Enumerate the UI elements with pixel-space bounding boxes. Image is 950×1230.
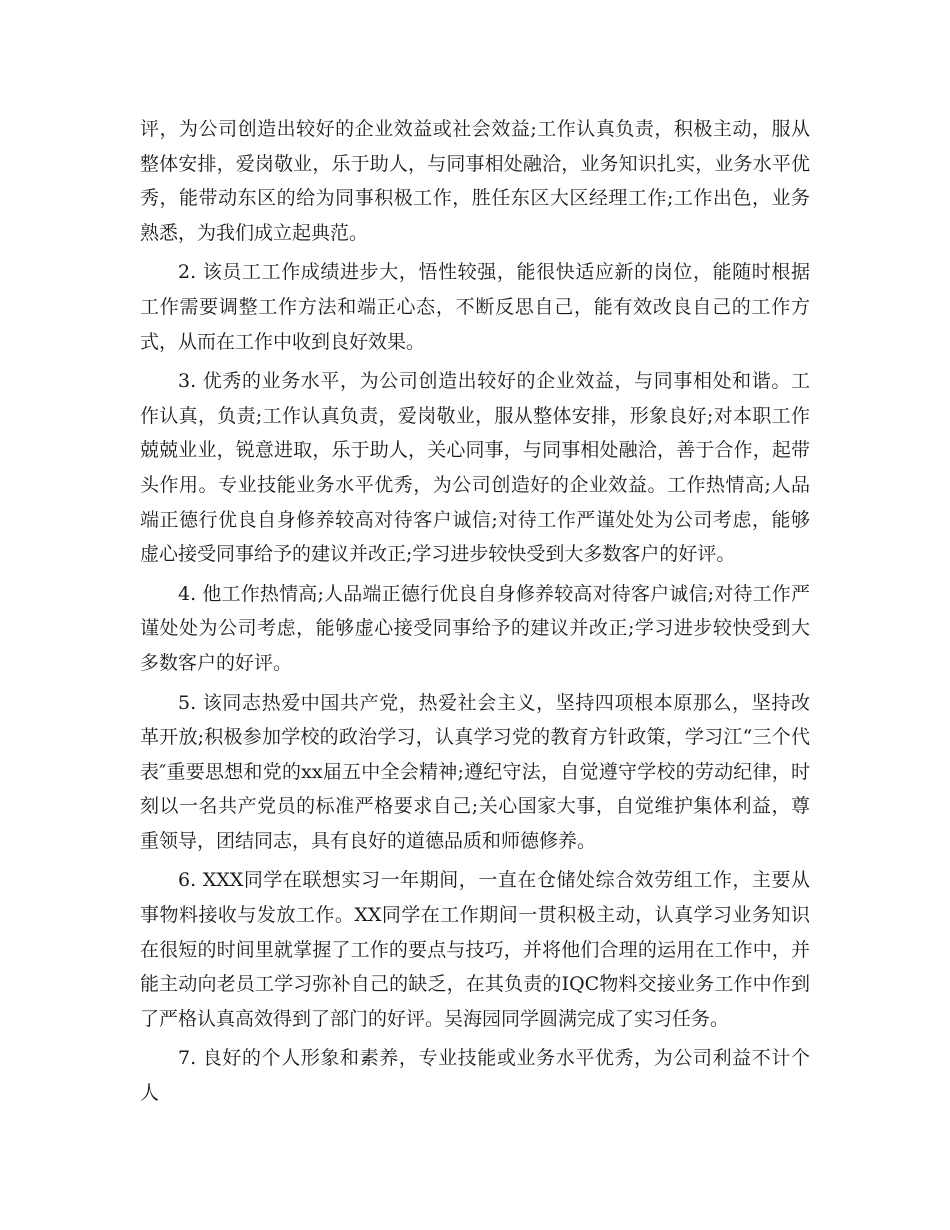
paragraph-item-6: 6. XXX同学在联想实习一年期间，一直在仓储处综合效劳组工作，主要从事物料接收与发放工作。XX同学在工作期间一贯积极主动，认真学习业务知识在很短的时间里就掌握了工作的要点与技巧，并将他们合理的运用在工作中，并能主动向老员工学习弥补自己的缺乏，在其负责的IQC物料交接业务工作中作到了严格认真高效得到了部门的好评。吴海园同学圆满完成了实习任务。 <box>140 869 810 1030</box>
paragraph-item-7: 7. 良好的个人形象和素养，专业技能或业务水平优秀，为公司利益不计个人 <box>140 1047 810 1105</box>
paragraph-continued: 评，为公司创造出较好的企业效益或社会效益;工作认真负责，积极主动，服从整体安排，爱岗敬业，乐于助人，与同事相处融洽，业务知识扎实，业务水平优秀，能带动东区的给为同事积极工作，胜任东区大区经理工作;工作出色，业务熟悉，为我们成立起典范。 <box>140 118 810 244</box>
paragraph-item-2: 2. 该员工工作成绩进步大，悟性较强，能很快适应新的岗位，能随时根据工作需要调整工作方法和端正心态，不断反思自己，能有效改良自己的工作方式，从而在工作中收到良好效果。 <box>140 261 810 353</box>
paragraph-item-4: 4. 他工作热情高;人品端正德行优良自身修养较高对待客户诚信;对待工作严谨处处为公司考虑，能够虚心接受同事给予的建议并改正;学习进步较快受到大多数客户的好评。 <box>140 582 810 674</box>
paragraph-item-5: 5. 该同志热爱中国共产党，热爱社会主义，坚持四项根本原那么，坚持改革开放;积极参加学校的政治学习，认真学习党的教育方针政策，学习江“三个代表″重要思想和党的xx届五中全会精神;遵纪守法，自觉遵守学校的劳动纪律，时刻以一名共产党员的标准严格要求自己;关心国家大事，自觉维护集体利益，尊重领导，团结同志，具有良好的道德品质和师德修养。 <box>140 691 810 852</box>
document-body <box>140 112 810 1116</box>
paragraph-item-3: 3. 优秀的业务水平，为公司创造出较好的企业效益，与同事相处和谐。工作认真，负责;工作认真负责，爱岗敬业，服从整体安排，形象良好;对本职工作兢兢业业，锐意进取，乐于助人，关心同事，与同事相处融洽，善于合作，起带头作用。专业技能业务水平优秀，为公司创造好的企业效益。工作热情高;人品端正德行优良自身修养较高对待客户诚信;对待工作严谨处处为公司考虑，能够虚心接受同事给予的建议并改正;学习进步较快受到大多数客户的好评。 <box>140 370 810 566</box>
